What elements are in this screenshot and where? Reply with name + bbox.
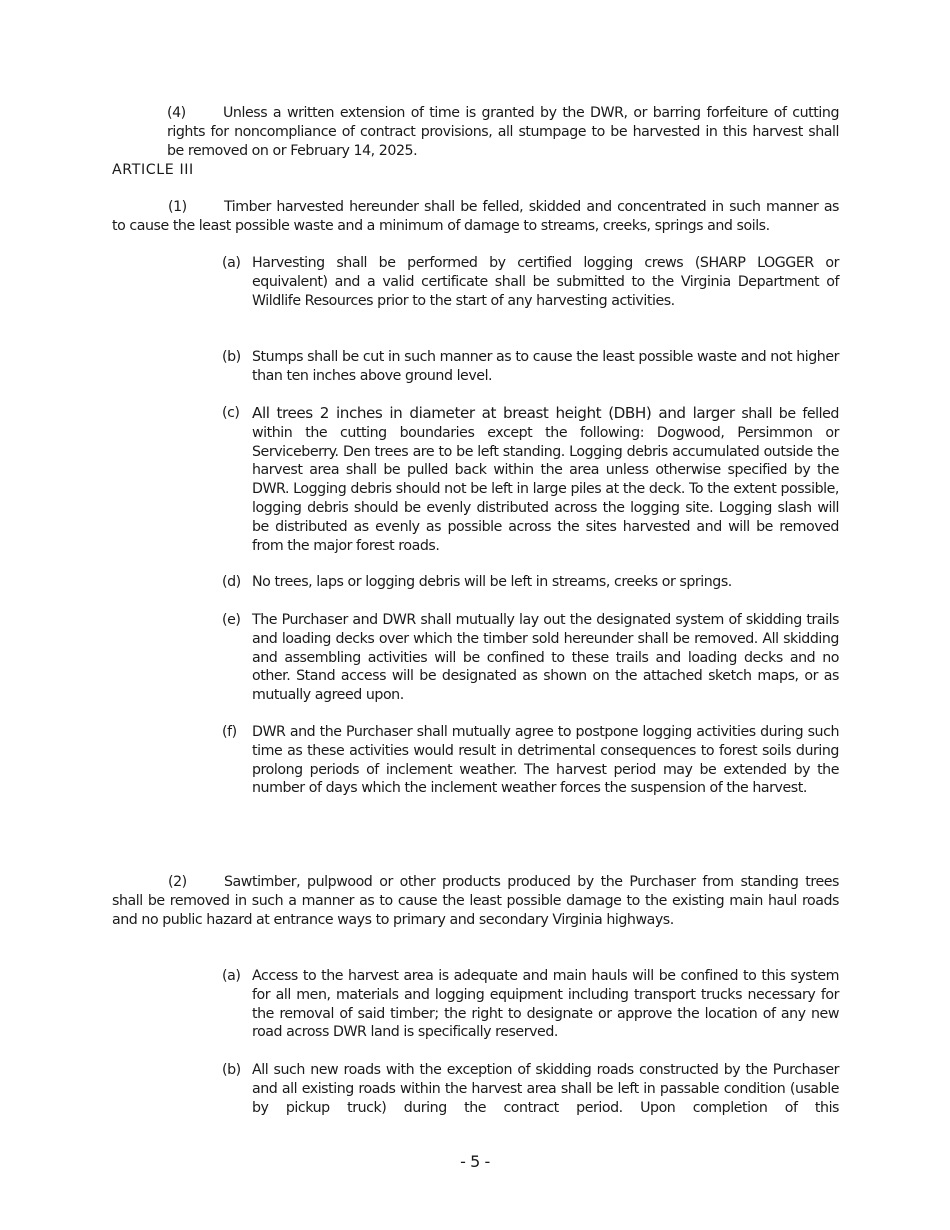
item-text: The Purchaser and DWR shall mutually lay out the designated system of skidding trails and loading decks over which the timber sold hereunder shall be removed. All skidding and assembling activities will be confined to these trails and loading decks and no other. Stand access will be designated as shown on the attached sketch maps, or as mutually agreed upon. <box>252 612 839 704</box>
paragraph-4-text: Unless a written extension of time is granted by the DWR, or barring forfeiture of cutting rights for noncompliance of contract provisions, all stumpage to be harvested in this harvest shall be removed on or February 14, 2025. <box>167 105 839 159</box>
item-text: DWR and the Purchaser shall mutually agree to postpone logging activities during such time as these activities would result in detrimental consequences to forest soils during prolong periods of inclement weather. The harvest period may be extended by the number of days which the inclement weather forces the suspension of the harvest. <box>252 724 839 797</box>
item-text: All such new roads with the exception of skidding roads constructed by the Purchaser and all existing roads within the harvest area shall be left in passable condition (usable by pickup truck) during the contract period. Upon completion of this <box>252 1062 839 1116</box>
item-text-rest: shall be felled within the cutting boundaries except the following: Dogwood, Persimmon or Serviceberry. Den trees are to be left standing. Logging debris accumulated outside the harvest area shall be pulled back within the area unless otherwise specified by the DWR. Logging debris should not be left in large piles at the deck. To the extent possible, logging debris should be evenly distributed across the logging site. Logging slash will be distributed as evenly as possible across the sites harvested and will be removed from the major forest roads. <box>252 406 839 554</box>
paragraph-4 <box>167 104 839 160</box>
item-label: (c) <box>222 405 240 421</box>
paragraph-2-text <box>112 873 839 929</box>
paragraph-2-label: (2) <box>168 874 187 890</box>
item-label: (b) <box>222 1062 241 1078</box>
list-item <box>222 967 839 1042</box>
list-item <box>222 348 839 386</box>
item-text-lead: All trees 2 inches in diameter at breast height (DBH) and larger <box>252 404 735 422</box>
list-item <box>222 1061 839 1117</box>
list-item <box>222 573 839 592</box>
paragraph-4-label: (4) <box>167 105 186 121</box>
item-text: Stumps shall be cut in such manner as to cause the least possible waste and not higher than ten inches above ground level. <box>252 349 839 384</box>
paragraph-1-label: (1) <box>168 199 187 215</box>
item-label: (f) <box>222 724 237 740</box>
item-label: (d) <box>222 574 241 590</box>
item-text <box>252 404 839 555</box>
paragraph-1-text <box>112 198 839 236</box>
item-text: No trees, laps or logging debris will be left in streams, creeks or springs. <box>252 574 732 590</box>
item-label: (a) <box>222 255 241 271</box>
paragraph-2-body: Sawtimber, pulpwood or other products produced by the Purchaser from standing trees shall be removed in such a manner as to cause the least possible damage to the existing main haul roads and no public hazard at entrance ways to primary and secondary Virginia highways. <box>112 874 839 928</box>
article-heading: ARTICLE III <box>112 162 194 178</box>
paragraph-2 <box>112 873 839 929</box>
list-item <box>222 723 839 798</box>
paragraph-1-body: Timber harvested hereunder shall be felled, skidded and concentrated in such manner as to cause the least possible waste and a minimum of damage to streams, creeks, springs and soils. <box>112 199 839 234</box>
item-label: (e) <box>222 612 241 628</box>
page-number: - 5 - <box>460 1152 490 1171</box>
list-item <box>222 254 839 310</box>
list-item <box>222 404 839 555</box>
paragraph-1 <box>112 198 839 236</box>
item-label: (b) <box>222 349 241 365</box>
list-item <box>222 611 839 705</box>
item-label: (a) <box>222 968 241 984</box>
item-text: Access to the harvest area is adequate and main hauls will be confined to this system for all men, materials and logging equipment including transport trucks necessary for the removal of said timber; the right to designate or approve the location of any new road across DWR land is specifically reserved. <box>252 968 839 1041</box>
item-text: Harvesting shall be performed by certified logging crews (SHARP LOGGER or equivalent) and a valid certificate shall be submitted to the Virginia Department of Wildlife Resources prior to the start of any harvesting activities. <box>252 255 839 309</box>
